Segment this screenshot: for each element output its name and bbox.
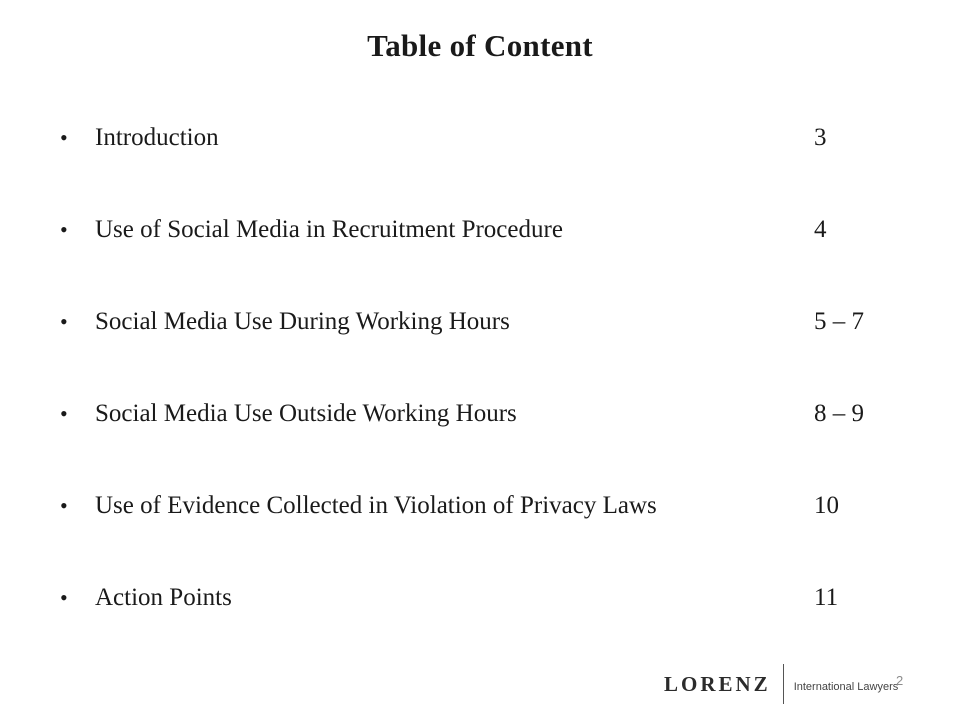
toc-item-page: 4	[814, 216, 827, 243]
page-number: 2	[896, 673, 904, 688]
logo-divider	[783, 664, 784, 704]
lorenz-logo	[664, 662, 898, 706]
slide-title: Table of Content	[367, 28, 593, 63]
bullet-icon: •	[60, 585, 68, 610]
logo-tagline: International Lawyers	[793, 681, 899, 693]
toc-item-page: 10	[814, 492, 839, 519]
toc-item-page: 11	[814, 584, 839, 611]
table-of-contents-list	[58, 118, 878, 670]
toc-item-page: 3	[814, 124, 827, 151]
bullet-icon: •	[60, 401, 68, 426]
toc-item-label: Introduction	[95, 124, 219, 151]
bullet-icon: •	[60, 309, 68, 334]
toc-item-page: 8 – 9	[814, 400, 864, 427]
toc-item-introduction	[58, 118, 878, 210]
bullet-icon: •	[60, 125, 68, 150]
toc-item-outside-working-hours	[58, 394, 878, 486]
toc-item-label: Use of Evidence Collected in Violation of Privacy Laws	[95, 492, 657, 519]
logo-wordmark: LORENZ	[664, 671, 771, 696]
toc-item-action-points	[58, 578, 878, 670]
toc-item-recruitment	[58, 210, 878, 302]
toc-item-label: Social Media Use Outside Working Hours	[95, 400, 517, 427]
toc-item-page: 5 – 7	[814, 308, 864, 335]
toc-item-label: Social Media Use During Working Hours	[95, 308, 510, 335]
toc-item-label: Action Points	[95, 584, 232, 611]
toc-item-label: Use of Social Media in Recruitment Procedure	[95, 216, 563, 243]
toc-item-evidence-privacy	[58, 486, 878, 578]
toc-item-during-working-hours	[58, 302, 878, 394]
bullet-icon: •	[60, 217, 68, 242]
bullet-icon: •	[60, 493, 68, 518]
